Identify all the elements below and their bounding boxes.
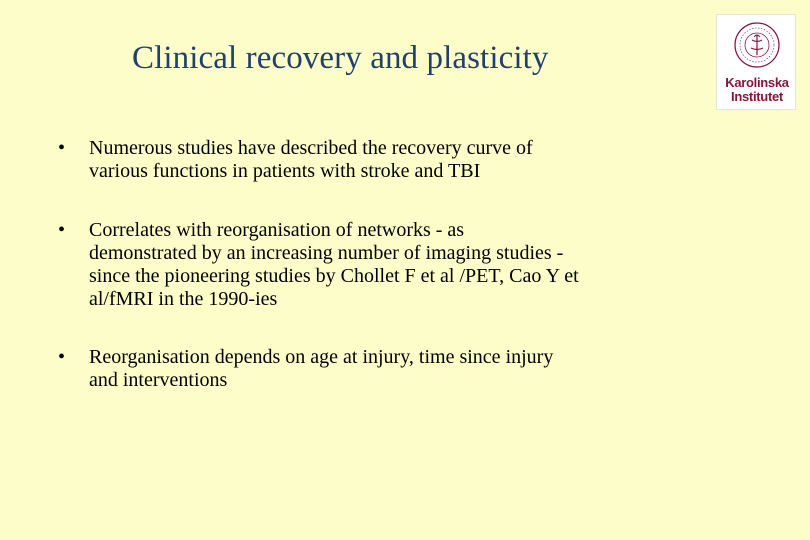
karolinska-institutet-logo xyxy=(716,14,796,110)
bullet-line: al/fMRI in the 1990-ies xyxy=(89,288,278,310)
bullet-line: Numerous studies have described the recovery curve of xyxy=(89,137,533,159)
slide-title: Clinical recovery and plasticity xyxy=(132,40,549,76)
bullet-dot: • xyxy=(58,346,66,368)
bullet-item xyxy=(58,219,758,311)
bullet-dot: • xyxy=(58,219,66,241)
bullet-line: various functions in patients with stroke and TBI xyxy=(89,160,481,182)
bullet-item xyxy=(58,137,758,183)
bullet-line: Reorganisation depends on age at injury, time since injury xyxy=(89,346,554,368)
bullet-line: and interventions xyxy=(89,369,228,391)
bullet-item xyxy=(58,346,758,392)
seal-emblem-icon xyxy=(717,15,797,75)
bullet-line: since the pioneering studies by Chollet F et al /PET, Cao Y et xyxy=(89,265,579,287)
bullet-list xyxy=(58,137,758,428)
logo-name-line-2: Institutet xyxy=(731,89,783,104)
bullet-dot: • xyxy=(58,137,66,159)
bullet-line: demonstrated by an increasing number of imaging studies - xyxy=(89,242,564,264)
bullet-line: Correlates with reorganisation of networks - as xyxy=(89,219,465,241)
logo-name-line-1: Karolinska xyxy=(725,75,789,90)
